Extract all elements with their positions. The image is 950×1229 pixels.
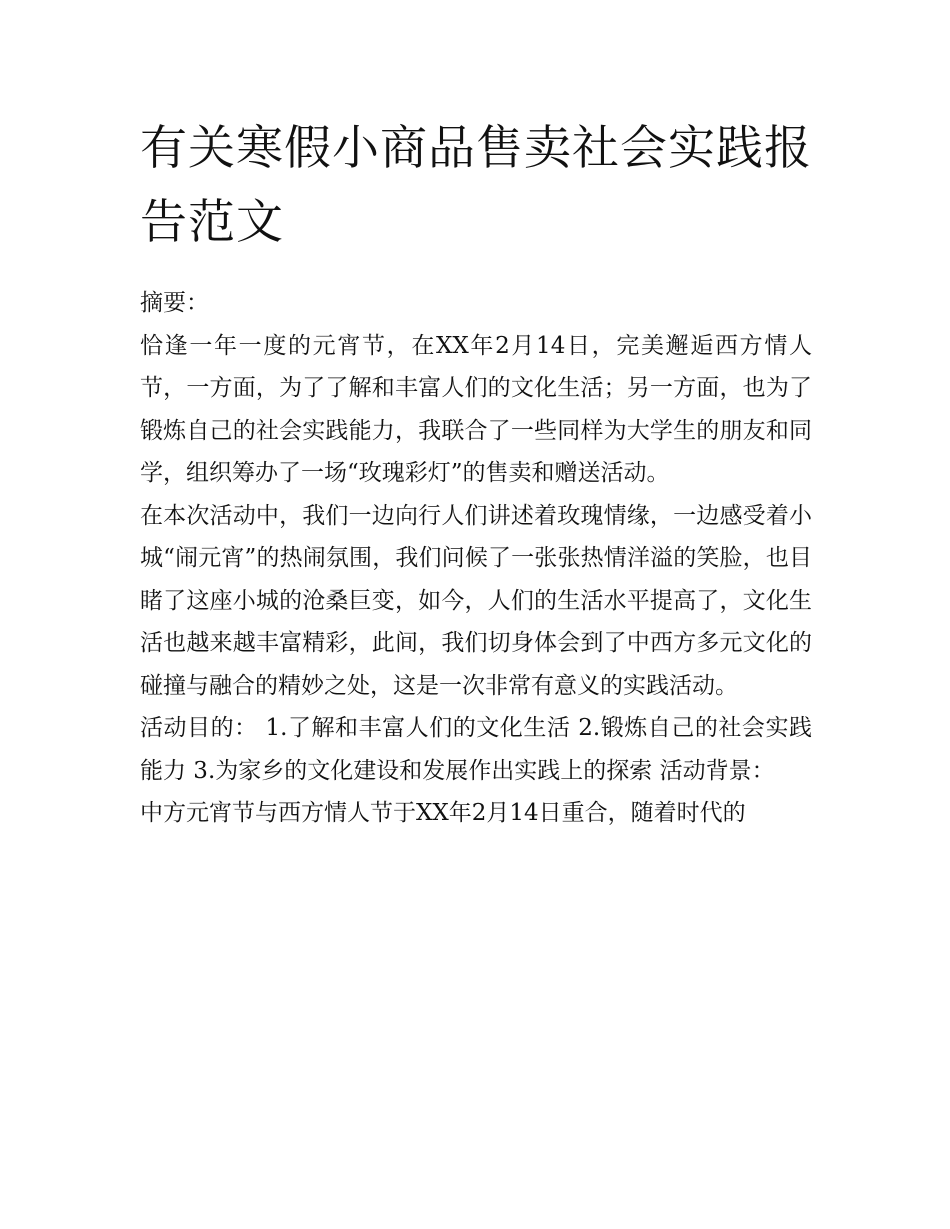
paragraph-purpose: 活动目的： 1.了解和丰富人们的文化生活 2.锻炼自己的社会实践能力 3.为家乡的文化建设和发展作出实践上的探索 活动背景： <box>140 715 812 784</box>
document-body <box>140 282 812 835</box>
abstract-label: 摘要： <box>140 290 209 316</box>
paragraph-activity: 在本次活动中，我们一边向行人们讲述着玫瑰情缘，一边感受着小城“闹元宵”的热闹氛围，我们问候了一张张热情洋溢的笑脸，也目睹了这座小城的沧桑巨变，如今，人们的生活水平提高了，文化生活也越来越丰富精彩，此间，我们切身体会到了中西方多元文化的碰撞与融合的精妙之处，这是一次非常有意义的实践活动。 <box>140 502 812 699</box>
document-page <box>140 112 812 835</box>
paragraph-intro: 恰逢一年一度的元宵节，在XX年2月14日，完美邂逅西方情人节，一方面，为了了解和丰富人们的文化生活；另一方面，也为了锻炼自己的社会实践能力，我联合了一些同样为大学生的朋友和同学，组织筹办了一场“玫瑰彩灯”的售卖和赠送活动。 <box>140 332 812 486</box>
paragraph-background: 中方元宵节与西方情人节于XX年2月14日重合，随着时代的 <box>140 800 746 826</box>
document-title: 有关寒假小商品售卖社会实践报告范文 <box>140 121 812 250</box>
